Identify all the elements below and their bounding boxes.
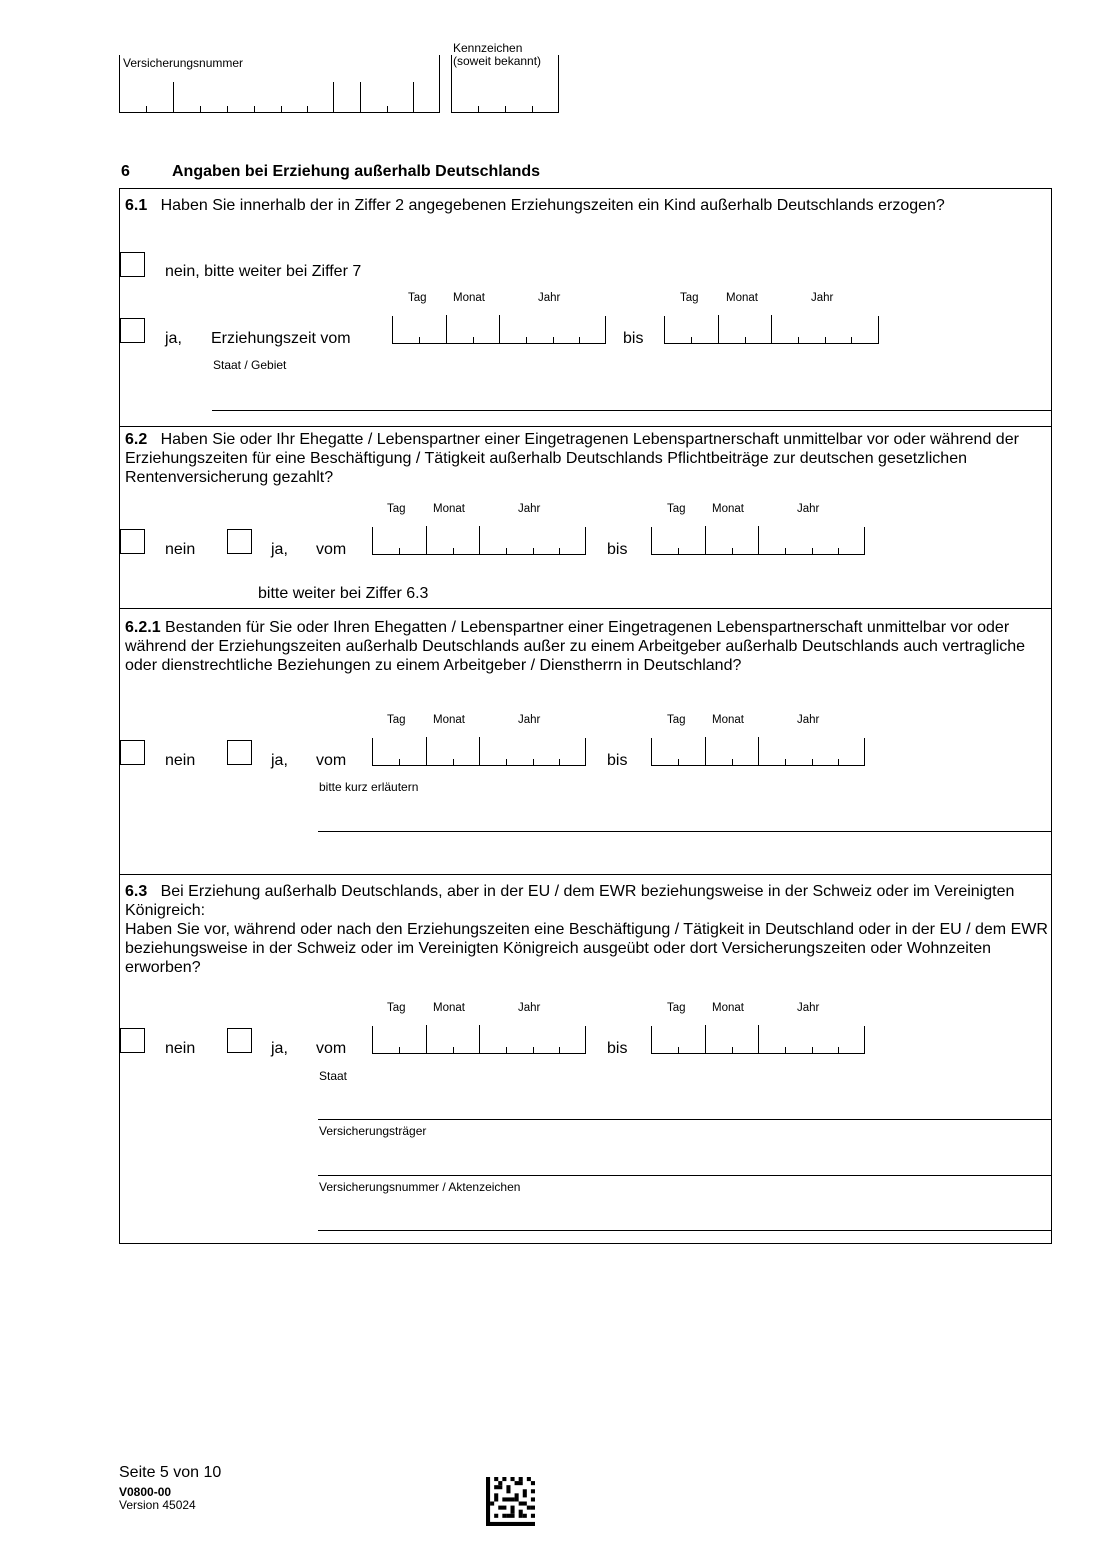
- question-number: 6.1: [125, 197, 148, 214]
- checkbox-6-2-no[interactable]: [120, 529, 145, 554]
- section-title: Angaben bei Erziehung außerhalb Deutschlands: [172, 163, 541, 180]
- insurance-ref-label: Versicherungsnummer / Aktenzeichen: [319, 1180, 521, 1194]
- divider-6-3: [119, 874, 1052, 875]
- month-label: Monat: [726, 292, 758, 304]
- mark-field[interactable]: [451, 55, 559, 113]
- insurance-ref-input-line[interactable]: [318, 1230, 1052, 1231]
- date-to-field[interactable]: [664, 316, 879, 344]
- page-number: Seite 5 von 10: [119, 1464, 222, 1481]
- question-text-2: Haben Sie vor, während oder nach den Erziehungszeiten eine Beschäftigung / Tätigkeit in Deutschland oder in der EU / dem EWR beziehungsweise in der Schweiz oder im Vereinigten Königreich ausgeübt oder dort Versicherungszeiten oder Wohnzeiten erworben?: [125, 921, 1048, 976]
- period-from-label: Erziehungszeit vom: [211, 330, 351, 347]
- next-step-note: bitte weiter bei Ziffer 6.3: [258, 585, 429, 602]
- month-label: Monat: [433, 714, 465, 726]
- divider-6-2-1: [119, 608, 1052, 609]
- question-text-1: Bei Erziehung außerhalb Deutschlands, aber in der EU / dem EWR beziehungsweise in der Schweiz oder im Vereinigten Königreich:: [125, 883, 1015, 919]
- option-no-label: nein: [165, 541, 196, 558]
- question-text: Haben Sie oder Ihr Ehegatte / Lebenspartner einer Eingetragenen Lebenspartnerschaft unmittelbar vor oder während der Erziehungszeiten für eine Beschäftigung / Tätigkeit außerhalb Deutschlands Pflichtbeiträge zur deutschen gesetzlichen Rentenversicherung gezahlt?: [125, 431, 1019, 486]
- month-label: Monat: [712, 1002, 744, 1014]
- checkbox-6-3-no[interactable]: [120, 1028, 145, 1053]
- date-from-field[interactable]: [392, 316, 606, 344]
- question-number: 6.3: [125, 883, 148, 900]
- country-label: Staat / Gebiet: [213, 358, 287, 372]
- country-input-line[interactable]: [212, 410, 1052, 411]
- explain-input-line[interactable]: [318, 831, 1052, 832]
- state-input-line[interactable]: [318, 1119, 1052, 1120]
- form-version: Version 45024: [119, 1498, 196, 1512]
- insurance-number-field[interactable]: [119, 55, 440, 113]
- date-from-field[interactable]: [372, 738, 586, 766]
- month-label: Monat: [433, 503, 465, 515]
- to-label: bis: [607, 1040, 628, 1057]
- insurance-number-label: Versicherungsnummer: [123, 56, 244, 70]
- carrier-input-line[interactable]: [318, 1175, 1052, 1176]
- year-label: Jahr: [811, 292, 834, 304]
- checkbox-6-1-no[interactable]: [120, 252, 145, 277]
- month-label: Monat: [433, 1002, 465, 1014]
- day-label: Tag: [680, 292, 699, 304]
- day-label: Tag: [387, 1002, 406, 1014]
- year-label: Jahr: [797, 1002, 820, 1014]
- checkbox-6-2-yes[interactable]: [227, 529, 252, 554]
- question-6-1: [125, 196, 1050, 215]
- question-text: Bestanden für Sie oder Ihren Ehegatten / Lebenspartner einer Eingetragenen Lebenspartnerschaft unmittelbar vor oder während der Erziehungszeiten außerhalb Deutschlands außer zu einem Arbeitgeber außerhalb Deutschlands auch vertragliche oder dienstrechtliche Beziehungen zu einem Arbeitgeber / Dienstherrn in Deutschland?: [125, 619, 1026, 674]
- day-label: Tag: [667, 1002, 686, 1014]
- mark-label-2: (soweit bekannt): [453, 54, 542, 68]
- form-code: V0800-00: [119, 1485, 172, 1499]
- option-yes-label: ja,: [271, 752, 288, 769]
- section-number: 6: [121, 163, 130, 180]
- year-label: Jahr: [797, 503, 820, 515]
- checkbox-6-2-1-yes[interactable]: [227, 740, 252, 765]
- year-label: Jahr: [518, 714, 541, 726]
- month-label: Monat: [453, 292, 485, 304]
- option-yes-label: ja,: [271, 541, 288, 558]
- day-label: Tag: [408, 292, 427, 304]
- year-label: Jahr: [538, 292, 561, 304]
- to-label: bis: [623, 330, 644, 347]
- checkbox-6-3-yes[interactable]: [227, 1028, 252, 1053]
- question-number: 6.2: [125, 431, 148, 448]
- option-yes-label: ja,: [271, 1040, 288, 1057]
- date-to-field[interactable]: [651, 527, 865, 555]
- date-to-field[interactable]: [651, 1026, 865, 1054]
- explain-label: bitte kurz erläutern: [319, 780, 419, 794]
- question-text: Haben Sie innerhalb der in Ziffer 2 angegebenen Erziehungszeiten ein Kind außerhalb Deutschlands erzogen?: [160, 197, 945, 214]
- checkbox-6-2-1-no[interactable]: [120, 740, 145, 765]
- checkbox-6-1-yes[interactable]: [120, 318, 145, 343]
- year-label: Jahr: [518, 1002, 541, 1014]
- from-label: vom: [316, 752, 347, 769]
- option-yes-label: ja,: [165, 330, 182, 347]
- date-from-field[interactable]: [372, 1026, 586, 1054]
- date-from-field[interactable]: [372, 527, 586, 555]
- from-label: vom: [316, 541, 347, 558]
- mark-label-1: Kennzeichen: [453, 41, 523, 55]
- to-label: bis: [607, 752, 628, 769]
- day-label: Tag: [387, 503, 406, 515]
- divider-6-2: [119, 426, 1052, 427]
- datamatrix-code-icon: [486, 1477, 535, 1526]
- day-label: Tag: [667, 714, 686, 726]
- option-no-label: nein: [165, 752, 196, 769]
- month-label: Monat: [712, 503, 744, 515]
- state-label: Staat: [319, 1069, 348, 1083]
- from-label: vom: [316, 1040, 347, 1057]
- to-label: bis: [607, 541, 628, 558]
- option-no-label: nein: [165, 1040, 196, 1057]
- question-number: 6.2.1: [125, 619, 161, 636]
- year-label: Jahr: [797, 714, 820, 726]
- option-no-label: nein, bitte weiter bei Ziffer 7: [165, 263, 362, 280]
- day-label: Tag: [387, 714, 406, 726]
- month-label: Monat: [712, 714, 744, 726]
- carrier-label: Versicherungsträger: [319, 1124, 427, 1138]
- date-to-field[interactable]: [651, 738, 865, 766]
- year-label: Jahr: [518, 503, 541, 515]
- question-6-3: [125, 882, 1050, 977]
- day-label: Tag: [667, 503, 686, 515]
- question-6-2: [125, 430, 1050, 487]
- question-6-2-1: [125, 618, 1050, 675]
